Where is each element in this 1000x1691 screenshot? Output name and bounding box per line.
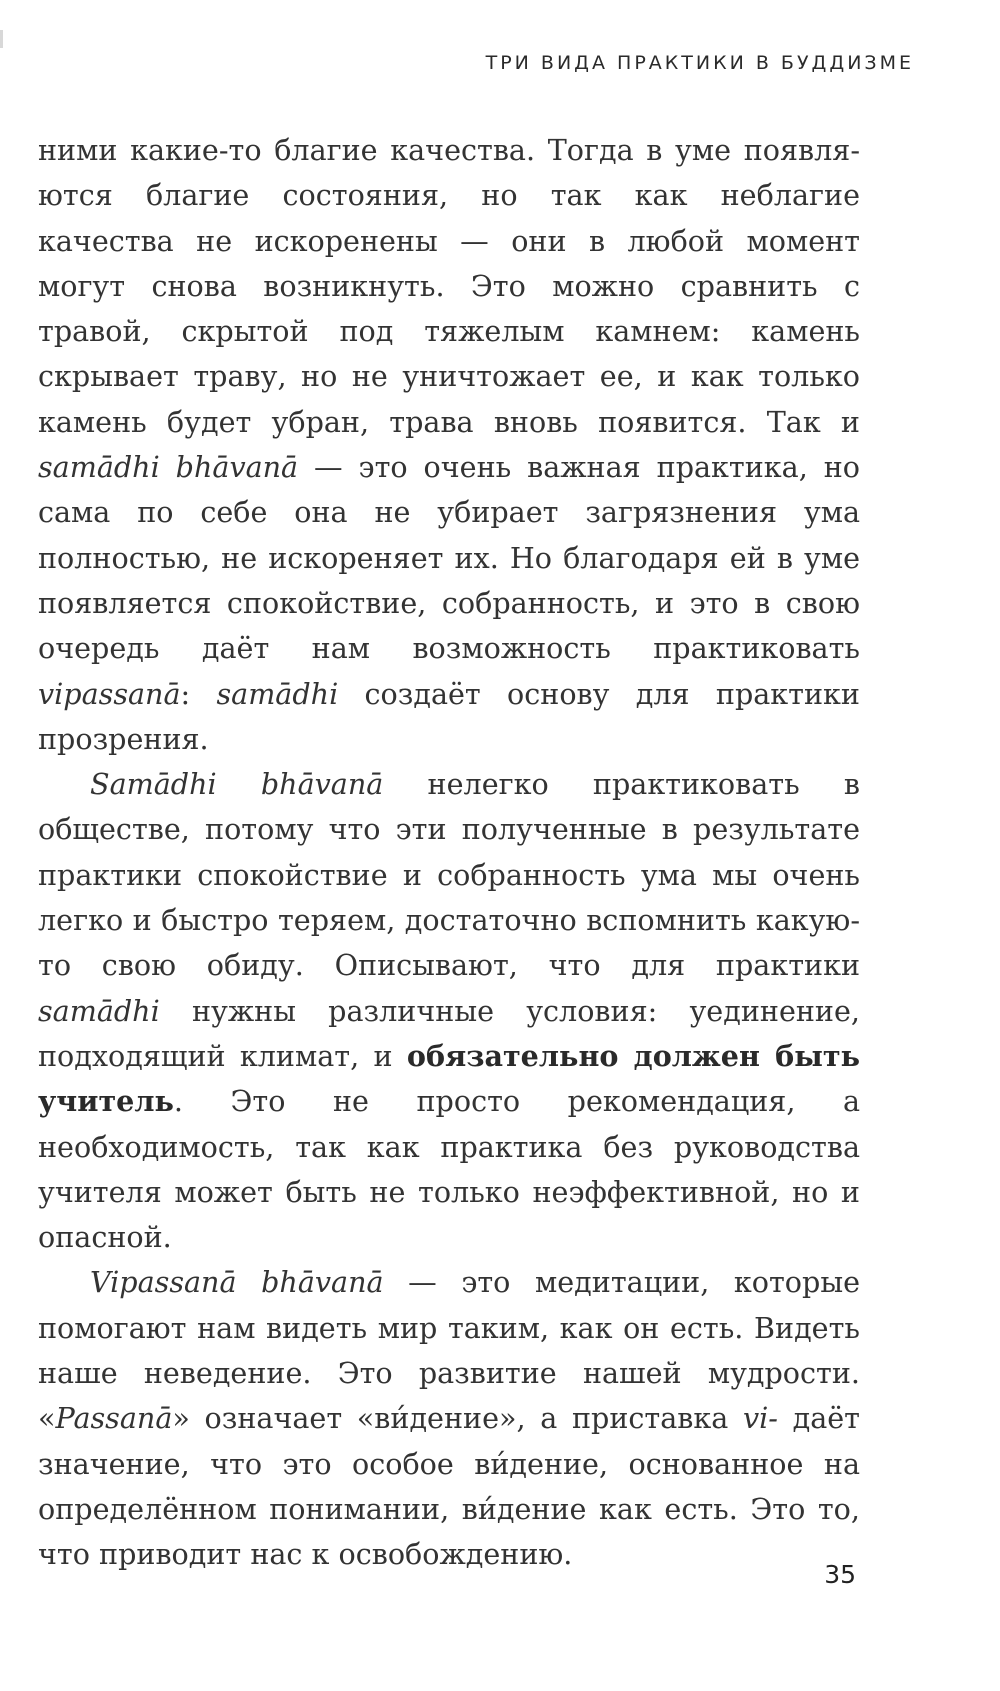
- body-text: [38, 128, 860, 1578]
- text-run: — это медитации, которые помогают нам видеть мир таким, как он есть. Видеть наше неведение. Это развитие нашей мудрости. «: [38, 1265, 860, 1436]
- italic-term: vipassanā: [38, 676, 181, 711]
- italic-term: Samādhi bhāvanā: [90, 767, 384, 802]
- italic-term: samādhi: [216, 676, 339, 711]
- paragraph: [38, 762, 860, 1260]
- text-run: нужны различные условия: уединение, подходящий климат, и: [38, 993, 860, 1073]
- page-edge-mark: [0, 30, 3, 48]
- text-run: даёт значение, что это особое ви́дение, основанное на определённом понимании, ви́дение как есть. Это то, что приводит нас к освобождению.: [38, 1401, 860, 1572]
- italic-term: samādhi: [38, 993, 160, 1028]
- paragraph: [38, 1260, 860, 1577]
- text-run: » означает «ви́дение», а приставка: [172, 1401, 743, 1436]
- text-run: — это очень важная практика, но сама по себе она не убирает загрязнения ума полностью, не искореняет их. Но благодаря ей в уме появляется спокойствие, собранность, и это в свою очередь даёт нам возможность практиковать: [38, 450, 860, 666]
- running-head: ТРИ ВИДА ПРАКТИКИ В БУДДИЗМЕ: [485, 52, 914, 74]
- italic-term: Passanā: [55, 1401, 173, 1436]
- text-run: ними какие-то благие качества. Тогда в уме появляются благие состояния, но так как неблагие качества не искоренены — они в любой момент могут снова возникнуть. Это можно сравнить с травой, скрытой под тяжелым камнем: камень скрывает траву, но не уничтожает ее, и как только камень будет убран, трава вновь появится. Так и: [38, 133, 860, 439]
- italic-term: Vipassanā bhāvanā: [90, 1265, 384, 1300]
- paragraph: [38, 128, 860, 762]
- page-number: 35: [824, 1560, 856, 1589]
- bold-emphasis: обязательно должен быть учитель: [38, 1038, 860, 1119]
- italic-term: vi-: [742, 1401, 778, 1436]
- text-run: . Это не просто рекомендация, а необходимость, так как практика без руководства учителя может быть не только неэффективной, но и опасной.: [38, 1084, 860, 1255]
- text-run: :: [180, 676, 217, 711]
- text-run: нелегко практиковать в обществе, потому что эти полученные в результате практики спокойствие и собранность ума мы очень легко и быстро теряем, достаточно вспомнить какую-то свою обиду. Описывают, что для практики: [38, 767, 860, 983]
- text-run: создаёт основу для практики прозрения.: [38, 676, 860, 756]
- italic-term: samādhi bhāvanā: [38, 450, 299, 485]
